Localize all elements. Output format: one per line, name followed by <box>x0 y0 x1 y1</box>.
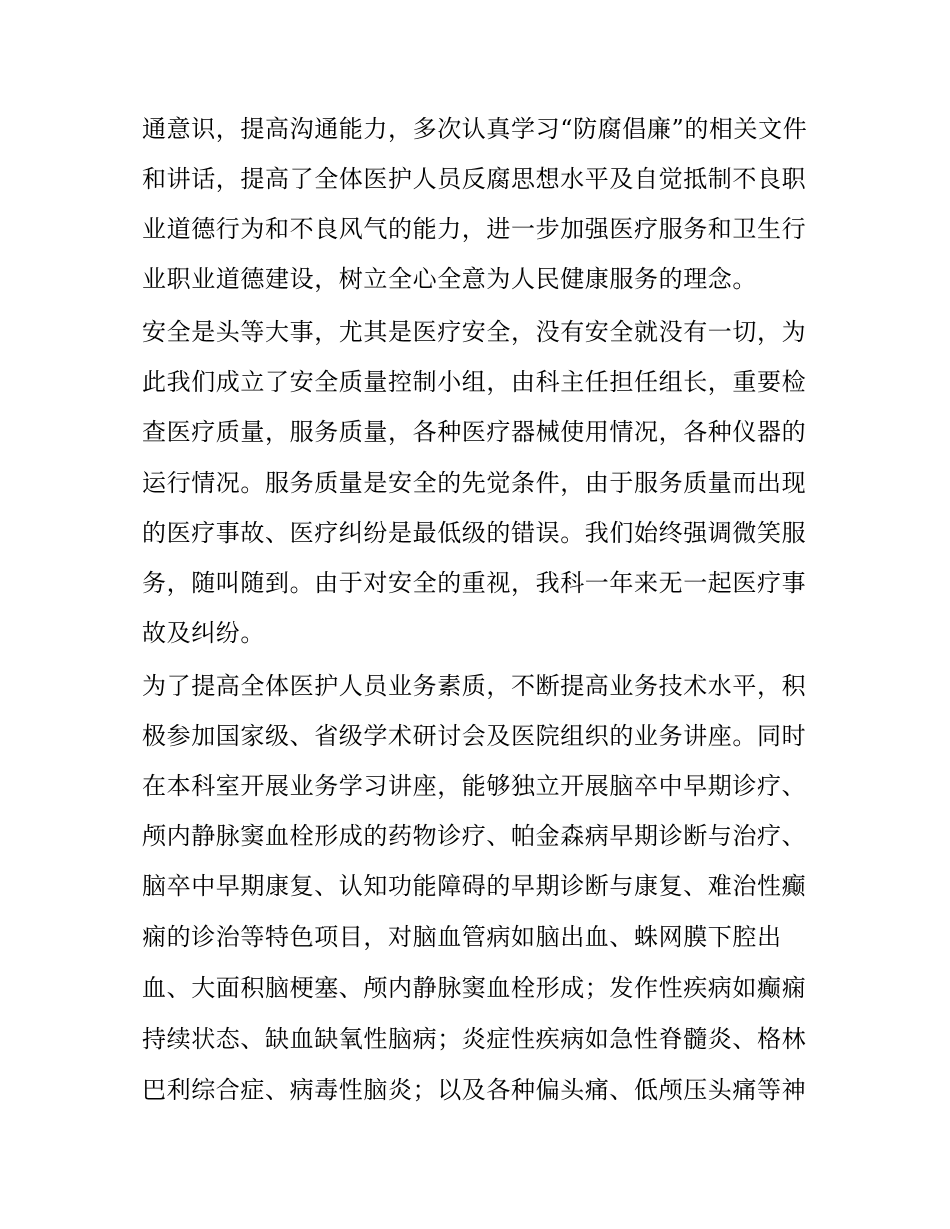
text-line: 故及纠纷。 <box>142 619 265 647</box>
text-line: 运行情况。服务质量是安全的先觉条件，由于服务质量而出现 <box>142 469 807 497</box>
text-line: 为了提高全体医护人员业务素质，不断提高业务技术水平，积 <box>142 672 807 700</box>
text-line: 在本科室开展业务学习讲座，能够独立开展脑卒中早期诊疗、 <box>142 772 807 800</box>
text-line: 查医疗质量，服务质量，各种医疗器械使用情况，各种仪器的 <box>142 418 807 446</box>
text-line: 血、大面积脑梗塞、颅内静脉窦血栓形成；发作性疾病如癫痫 <box>142 974 807 1002</box>
text-line: 的医疗事故、医疗纠纷是最低级的错误。我们始终强调微笑服 <box>142 519 807 547</box>
text-line: 业道德行为和不良风气的能力，进一步加强医疗服务和卫生行 <box>142 215 807 243</box>
text-line: 和讲话，提高了全体医护人员反腐思想水平及自觉抵制不良职 <box>142 165 807 193</box>
text-line: 脑卒中早期康复、认知功能障碍的早期诊断与康复、难治性癫 <box>142 872 807 900</box>
text-line: 务，随叫随到。由于对安全的重视，我科一年来无一起医疗事 <box>142 569 807 597</box>
text-line: 安全是头等大事，尤其是医疗安全，没有安全就没有一切，为 <box>142 318 807 346</box>
text-line: 痫的诊治等特色项目，对脑血管病如脑出血、蛛网膜下腔出 <box>142 923 782 951</box>
text-line: 巴利综合症、病毒性脑炎；以及各种偏头痛、低颅压头痛等神 <box>142 1076 807 1104</box>
text-line: 颅内静脉窦血栓形成的药物诊疗、帕金森病早期诊断与治疗、 <box>142 822 807 850</box>
text-line: 极参加国家级、省级学术研讨会及医院组织的业务讲座。同时 <box>142 722 807 750</box>
text-line: 通意识，提高沟通能力，多次认真学习“防腐倡廉”的相关文件 <box>142 115 808 143</box>
text-line: 此我们成立了安全质量控制小组，由科主任担任组长，重要检 <box>142 368 807 396</box>
text-line: 业职业道德建设，树立全心全意为人民健康服务的理念。 <box>142 265 757 293</box>
text-line: 持续状态、缺血缺氧性脑病；炎症性疾病如急性脊髓炎、格林 <box>142 1025 807 1053</box>
